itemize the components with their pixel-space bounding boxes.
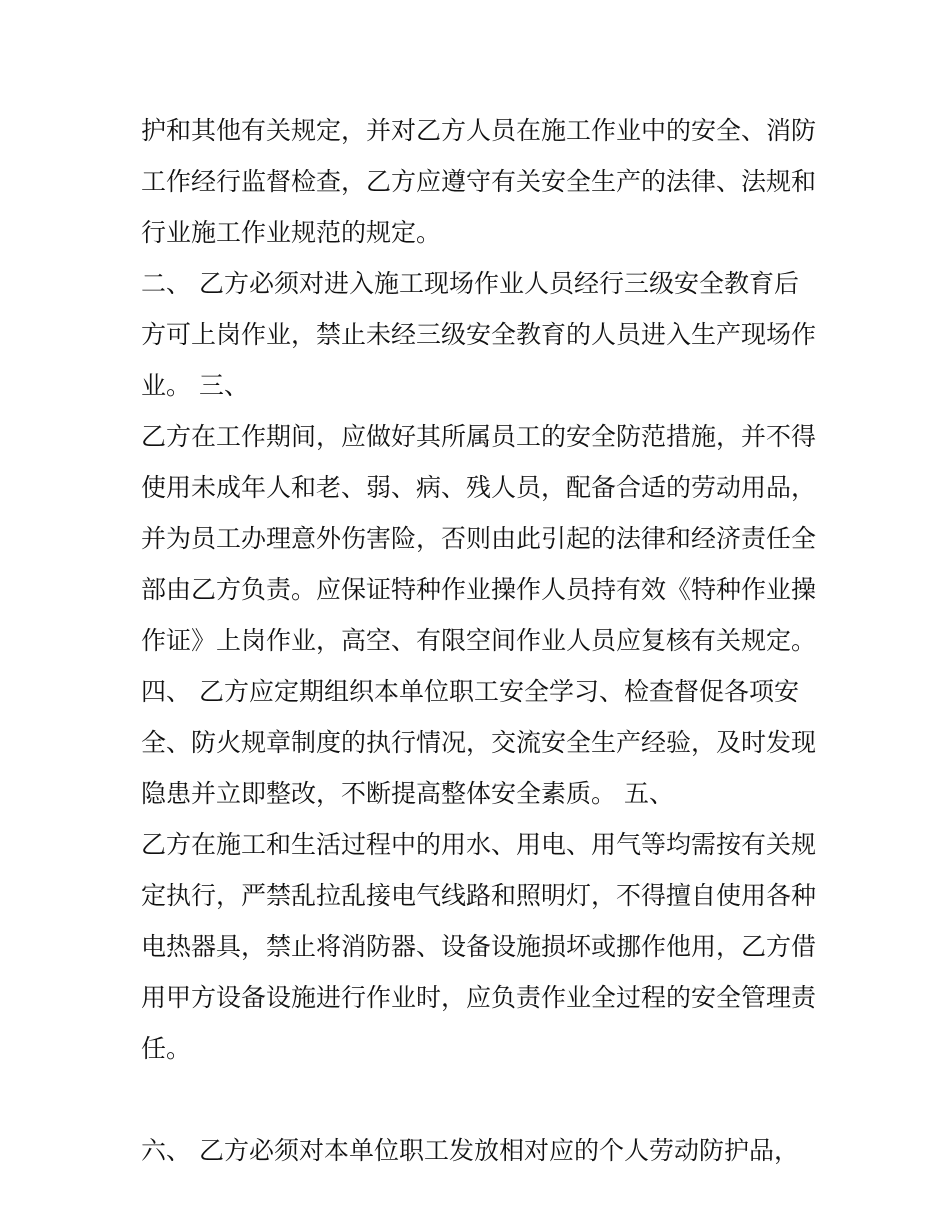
text-line: 二、 乙方必须对进入施工现场作业人员经行三级安全教育后 <box>141 269 799 298</box>
text-line: 业。 三、 <box>141 371 249 400</box>
text-line: 使用未成年人和老、弱、病、残人员，配备合适的劳动用品， <box>141 473 817 502</box>
text-line: 部由乙方负责。应保证特种作业操作人员持有效《特种作业操 <box>141 575 817 604</box>
text-line: 用甲方设备设施进行作业时，应负责作业全过程的安全管理责 <box>141 983 817 1012</box>
text-line: 六、 乙方必须对本单位职工发放相对应的个人劳动防护品， <box>141 1136 799 1165</box>
text-line: 定执行，严禁乱拉乱接电气线路和照明灯，不得擅自使用各种 <box>141 881 817 910</box>
text-line: 四、 乙方应定期组织本单位职工安全学习、检查督促各项安 <box>141 677 799 706</box>
text-line: 任。 <box>141 1034 192 1063</box>
blank-line <box>141 1074 821 1125</box>
text-line: 乙方在工作期间，应做好其所属员工的安全防范措施，并不得 <box>141 422 817 451</box>
text-line: 并为员工办理意外伤害险，否则由此引起的法律和经济责任全 <box>141 524 817 553</box>
text-line: 方可上岗作业，禁止未经三级安全教育的人员进入生产现场作 <box>141 320 817 349</box>
document-body <box>141 105 821 1176</box>
text-line: 作证》上岗作业，高空、有限空间作业人员应复核有关规定。 <box>141 626 817 655</box>
text-line: 工作经行监督检查，乙方应遵守有关安全生产的法律、法规和 <box>141 167 817 196</box>
text-line: 护和其他有关规定，并对乙方人员在施工作业中的安全、消防 <box>141 116 817 145</box>
text-line: 电热器具，禁止将消防器、设备设施损坏或挪作他用，乙方借 <box>141 932 817 961</box>
text-line: 乙方在施工和生活过程中的用水、用电、用气等均需按有关规 <box>141 830 817 859</box>
text-line: 隐患并立即整改，不断提高整体安全素质。 五、 <box>141 779 674 808</box>
text-line: 行业施工作业规范的规定。 <box>141 218 442 247</box>
text-line: 全、防火规章制度的执行情况，交流安全生产经验，及时发现 <box>141 728 817 757</box>
